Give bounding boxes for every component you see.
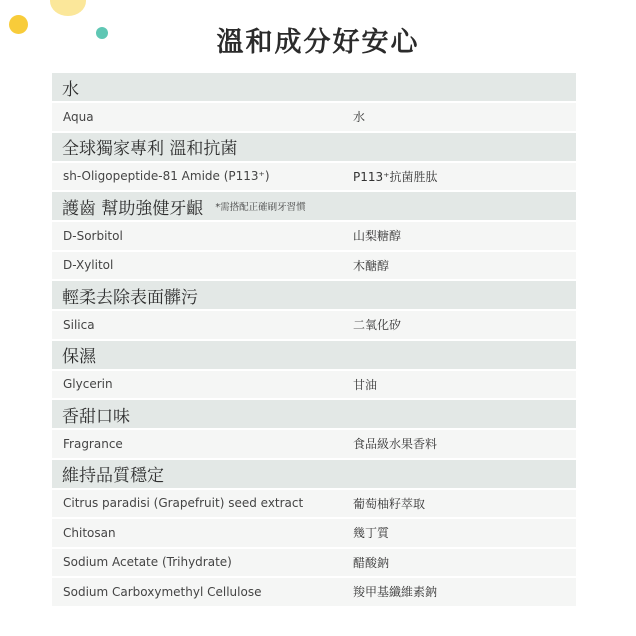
ingredient-row <box>52 430 576 458</box>
section-header <box>52 400 576 428</box>
ingredient-chinese-name: 山梨糖醇 <box>353 229 402 244</box>
ingredient-row <box>52 222 576 250</box>
ingredient-row <box>52 490 576 518</box>
section-title: 維持品質穩定 <box>62 466 164 486</box>
ingredient-inci-name: Sodium Carboxymethyl Cellulose <box>63 584 262 599</box>
ingredient-row <box>52 103 576 131</box>
section-title: 水 <box>62 79 79 100</box>
section-header <box>52 281 576 309</box>
ingredient-row <box>52 163 576 191</box>
section-title: 保濕 <box>62 347 96 367</box>
section-header <box>52 133 576 161</box>
ingredient-inci-name: Glycerin <box>63 377 113 392</box>
ingredient-inci-name: D-Sorbitol <box>63 228 123 243</box>
section-note: *需搭配正確刷牙習慣 <box>215 202 306 213</box>
ingredient-row <box>52 549 576 577</box>
ingredient-chinese-name: 醋酸鈉 <box>353 555 390 570</box>
ingredient-row <box>52 252 576 280</box>
ingredient-inci-name: Fragrance <box>63 436 123 451</box>
section-title: 護齒 幫助強健牙齦 <box>62 198 204 219</box>
ingredient-chinese-name: 葡萄柚籽萃取 <box>353 496 426 511</box>
section-title: 全球獨家專利 溫和抗菌 <box>62 139 238 159</box>
ingredient-row <box>52 519 576 547</box>
section-header <box>52 73 576 101</box>
decorative-dot-yellow-large <box>50 0 86 16</box>
ingredient-inci-name: D-Xylitol <box>63 258 114 273</box>
ingredient-inci-name: Chitosan <box>63 525 116 540</box>
ingredient-chinese-name: 食品級水果香料 <box>353 437 438 452</box>
ingredient-chinese-name: 二氧化矽 <box>353 318 402 333</box>
ingredient-inci-name: Silica <box>63 317 95 332</box>
ingredient-inci-name: sh-Oligopeptide-81 Amide (P113⁺) <box>63 169 270 184</box>
ingredient-inci-name: Aqua <box>63 109 94 124</box>
ingredient-row <box>52 311 576 339</box>
section-title: 香甜口味 <box>62 406 130 427</box>
page-title: 溫和成分好安心 <box>216 27 420 58</box>
ingredient-chinese-name: 幾丁質 <box>353 526 390 541</box>
ingredient-chinese-name: 水 <box>353 110 366 125</box>
ingredient-row <box>52 578 576 606</box>
section-title: 輕柔去除表面髒污 <box>62 287 198 308</box>
ingredient-chinese-name: 羧甲基纖維素鈉 <box>353 585 438 600</box>
section-header <box>52 341 576 369</box>
ingredient-chinese-name: 甘油 <box>353 377 378 392</box>
ingredient-chinese-name: P113⁺抗菌胜肽 <box>353 169 438 184</box>
ingredient-inci-name: Citrus paradisi (Grapefruit) seed extract <box>63 496 304 511</box>
ingredients-table <box>52 73 576 608</box>
ingredient-inci-name: Sodium Acetate (Trihydrate) <box>63 555 232 570</box>
ingredient-row <box>52 371 576 399</box>
section-header <box>52 192 576 220</box>
ingredient-chinese-name: 木醣醇 <box>353 258 390 273</box>
section-header <box>52 460 576 488</box>
